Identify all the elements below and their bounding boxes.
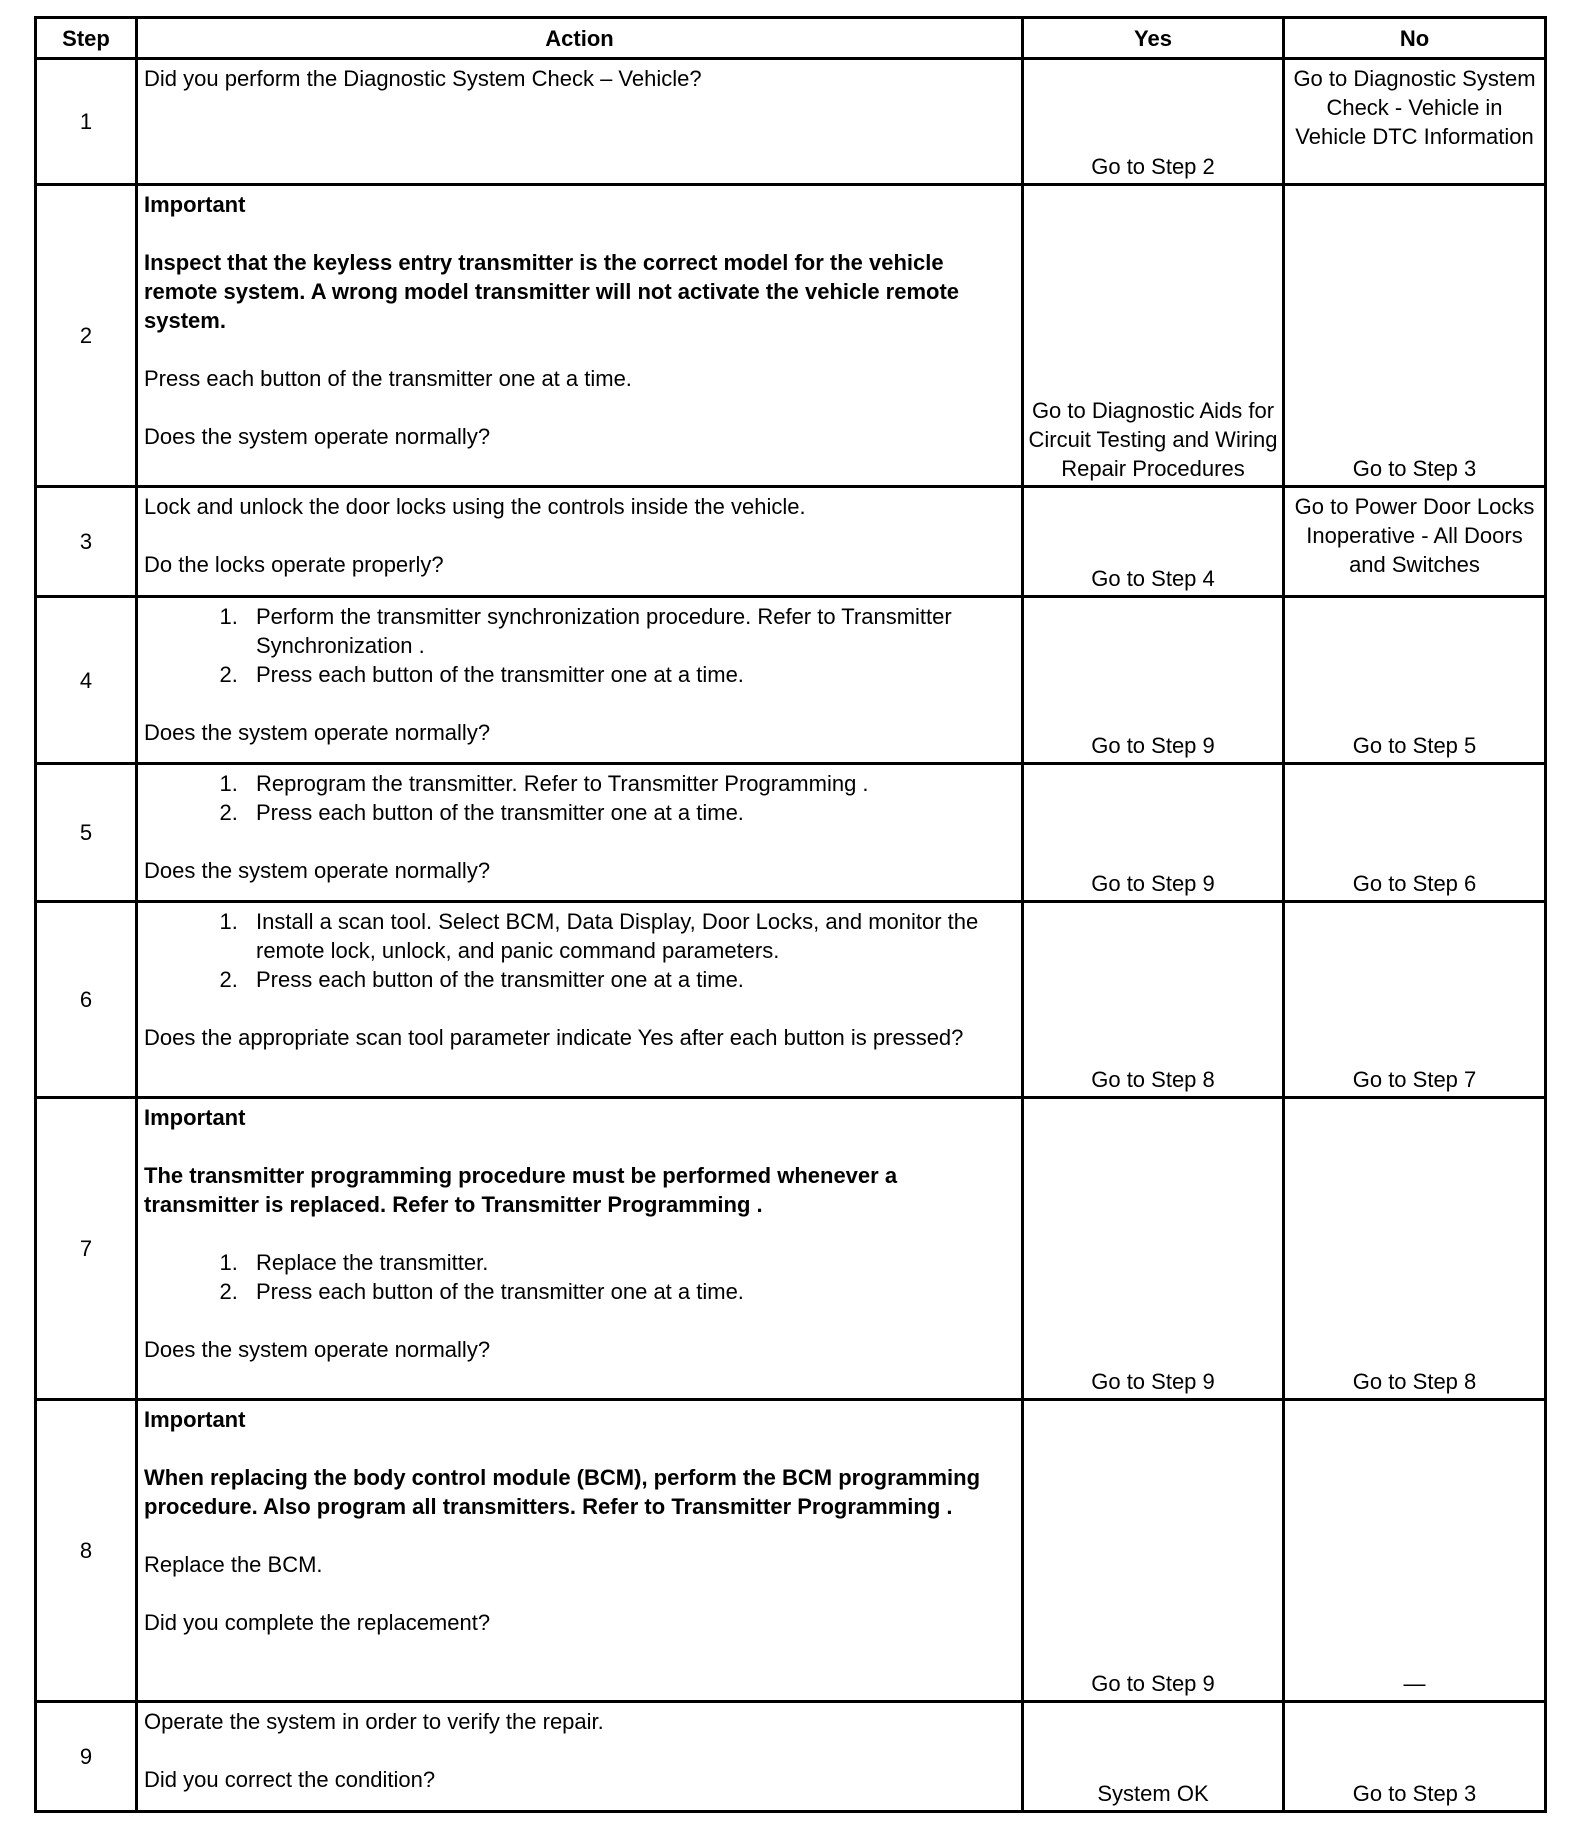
no-cell: Go to Step 3 — [1284, 185, 1546, 487]
step-number: 1 — [36, 59, 137, 185]
header-step: Step — [36, 18, 137, 59]
no-cell: Go to Step 3 — [1284, 1702, 1546, 1812]
list-item: 2. Press each button of the transmitter one at a time. — [244, 798, 1015, 827]
action-cell — [137, 1400, 1023, 1702]
header-yes: Yes — [1023, 18, 1284, 59]
important-note: Inspect that the keyless entry transmitter is the correct model for the vehicle remote system. A wrong model transmitter will not activate the vehicle remote system. — [144, 250, 960, 333]
procedure-list — [144, 1248, 1015, 1306]
no-cell: Go to Step 7 — [1284, 902, 1546, 1098]
list-item: 1. Reprogram the transmitter. Refer to Transmitter Programming . — [244, 769, 1015, 798]
table-row — [36, 597, 1546, 764]
list-item: 1. Perform the transmitter synchronization procedure. Refer to Transmitter Synchronization . — [244, 602, 1015, 660]
action-question: Does the system operate normally? — [144, 1337, 491, 1362]
action-cell — [137, 185, 1023, 487]
yes-cell: Go to Step 9 — [1023, 597, 1284, 764]
action-question: Does the appropriate scan tool parameter indicate Yes after each button is pressed? — [144, 1025, 964, 1050]
important-label: Important — [144, 1105, 246, 1130]
list-item: 2. Press each button of the transmitter one at a time. — [244, 1277, 1015, 1306]
step-number: 6 — [36, 902, 137, 1098]
header-no: No — [1284, 18, 1546, 59]
action-question: Does the system operate normally? — [144, 720, 491, 745]
action-instruction: Operate the system in order to verify the repair. — [144, 1709, 604, 1734]
important-note: When replacing the body control module (BCM), perform the BCM programming procedure. Also program all transmitters. Refer to Transmitter Programming . — [144, 1465, 981, 1519]
no-cell: Go to Step 5 — [1284, 597, 1546, 764]
action-question: Do the locks operate properly? — [144, 552, 444, 577]
action-question: Does the system operate normally? — [144, 858, 491, 883]
yes-cell: Go to Diagnostic Aids for Circuit Testing and Wiring Repair Procedures — [1023, 185, 1284, 487]
no-cell: Go to Step 6 — [1284, 764, 1546, 902]
step-number: 2 — [36, 185, 137, 487]
no-cell: Go to Diagnostic System Check - Vehicle in Vehicle DTC Information — [1284, 59, 1546, 185]
important-label: Important — [144, 192, 246, 217]
step-number: 5 — [36, 764, 137, 902]
action-cell — [137, 1098, 1023, 1400]
yes-cell: Go to Step 9 — [1023, 1098, 1284, 1400]
diagnostic-table — [34, 16, 1547, 1813]
yes-cell: Go to Step 2 — [1023, 59, 1284, 185]
table-row — [36, 487, 1546, 597]
table-row — [36, 1400, 1546, 1702]
step-number: 8 — [36, 1400, 137, 1702]
yes-cell: Go to Step 9 — [1023, 1400, 1284, 1702]
table-row — [36, 1098, 1546, 1400]
list-item: 1. Replace the transmitter. — [244, 1248, 1015, 1277]
yes-cell: Go to Step 9 — [1023, 764, 1284, 902]
step-number: 9 — [36, 1702, 137, 1812]
no-cell: Go to Power Door Locks Inoperative - All Doors and Switches — [1284, 487, 1546, 597]
header-row — [36, 18, 1546, 59]
step-number: 3 — [36, 487, 137, 597]
action-cell — [137, 487, 1023, 597]
no-cell: — — [1284, 1400, 1546, 1702]
procedure-list — [144, 907, 1015, 994]
procedure-list — [144, 602, 1015, 689]
action-cell — [137, 902, 1023, 1098]
list-item: 2. Press each button of the transmitter one at a time. — [244, 965, 1015, 994]
step-number: 4 — [36, 597, 137, 764]
table-row — [36, 764, 1546, 902]
important-note: The transmitter programming procedure must be performed whenever a transmitter is replaced. Refer to Transmitter Programming . — [144, 1163, 898, 1217]
action-cell — [137, 597, 1023, 764]
step-number: 7 — [36, 1098, 137, 1400]
yes-cell: Go to Step 8 — [1023, 902, 1284, 1098]
action-cell — [137, 764, 1023, 902]
action-question: Did you complete the replacement? — [144, 1610, 491, 1635]
action-question: Did you perform the Diagnostic System Check – Vehicle? — [144, 66, 702, 91]
no-cell: Go to Step 8 — [1284, 1098, 1546, 1400]
yes-cell: System OK — [1023, 1702, 1284, 1812]
procedure-list — [144, 769, 1015, 827]
action-instruction: Lock and unlock the door locks using the controls inside the vehicle. — [144, 494, 806, 519]
list-item: 2. Press each button of the transmitter one at a time. — [244, 660, 1015, 689]
table-row — [36, 185, 1546, 487]
table-row — [36, 59, 1546, 185]
action-question: Does the system operate normally? — [144, 424, 491, 449]
table-row — [36, 902, 1546, 1098]
header-action: Action — [137, 18, 1023, 59]
action-question: Did you correct the condition? — [144, 1767, 436, 1792]
list-item: 1. Install a scan tool. Select BCM, Data Display, Door Locks, and monitor the remote lock, unlock, and panic command parameters. — [244, 907, 1015, 965]
table-row — [36, 1702, 1546, 1812]
important-label: Important — [144, 1407, 246, 1432]
action-cell — [137, 59, 1023, 185]
action-instruction: Press each button of the transmitter one at a time. — [144, 366, 632, 391]
action-cell — [137, 1702, 1023, 1812]
yes-cell: Go to Step 4 — [1023, 487, 1284, 597]
action-instruction: Replace the BCM. — [144, 1552, 323, 1577]
